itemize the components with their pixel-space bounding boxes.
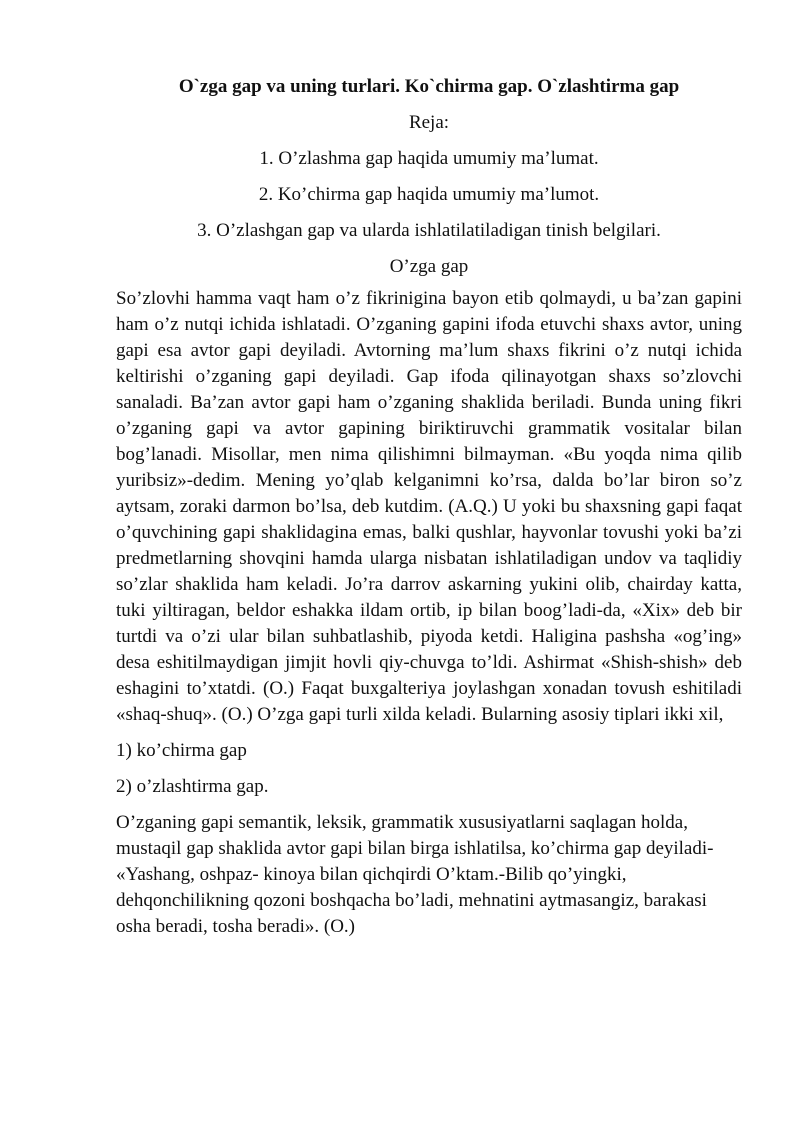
document-title: O`zga gap va uning turlari. Ko`chirma gap. O`zlashtirma gap <box>178 76 680 97</box>
section-heading: O’zga gap <box>389 256 469 277</box>
document-page <box>116 74 742 950</box>
plan-item-1: 1. O’zlashma gap haqida umumiy ma’lumat. <box>259 148 599 169</box>
list-item-ozlashtirma-gap: 2) o’zlashtirma gap. <box>116 776 269 797</box>
body-paragraph-2: O’zganing gapi semantik, leksik, grammatik xususiyatlarni saqlagan holda, mustaqil gap shaklida avtor gapi bilan birga ishlatilsa, ko’chirma gap deyiladi- «Yashang, oshpaz- kinoya bilan qichqirdi O’ktam.-Bilib qo’yingki, dehqonchilikning qozoni boshqacha bo’ladi, mehnatini aytmasangiz, barakasi osha beradi, tosha beradi». (O.) <box>116 812 714 937</box>
plan-item-2: 2. Ko’chirma gap haqida umumiy ma’lumot. <box>258 184 600 205</box>
list-item-kochirma-gap: 1) ko’chirma gap <box>116 740 247 761</box>
plan-item-3: 3. O’zlashgan gap va ularda ishlatilatiladigan tinish belgilari. <box>197 220 661 241</box>
plan-heading: Reja: <box>408 112 450 133</box>
body-paragraph-1: So’zlovhi hamma vaqt ham o’z fikrinigina bayon etib qolmaydi, u ba’zan gapini ham o’z nutqi ichida ishlatadi. O’zganing gapini ifoda etuvchi shaxs avtor, uning gapi esa avtor gapi deyiladi. Avtorning ma’lum shaxs fikrini o’z nutqi ichida keltirishi o’zganing gapi deyiladi. Gap ifoda qilinayotgan shaxs so’zlovchi sanaladi. Ba’zan avtor gapi ham o’zganing shaklida beriladi. Bunda uning fikri o’zganing gapi va avtor gapining biriktiruvchi grammatik vositalar bilan bog’lanadi. Misollar, men nima qilishimni bilmayman. «Bu yoqda nima qilib yuribsiz»-dedim. Mening yo’qlab kelganimni ko’rsa, dalda bo’lar biron so’z aytsam, zoraki darmon bo’lsa, deb kutdim. (A.Q.) U yoki bu shaxsning gapi faqat o’quvchining gapi shaklidagina emas, balki qushlar, hayvonlar tovushi yoki ba’zi predmetlarning shovqini hamda ularga nisbatan ishlatiladigan undov va taqlidiy so’zlar shaklida ham keladi. Jo’ra darrov askarning yukini olib, chairday katta, tuki yiltiragan, beldor eshakka ildam ortib, ip bilan boog’ladi-da, «Xix» deb bir turtdi va o’zi ular bilan suhbatlashib, piyoda ketdi. Haligina pashsha «og’ing» desa eshitilmaydigan jimjit hovli qiy-chuvga to’ldi. Ashirmat «Shish-shish» deb eshagini to’xtatdi. (O.) Faqat buxgalteriya joylashgan xonadan tovush eshitiladi «shaq-shuq». (O.) O’zga gapi turli xilda keladi. Bularning asosiy tiplari ikki xil, <box>116 288 742 725</box>
